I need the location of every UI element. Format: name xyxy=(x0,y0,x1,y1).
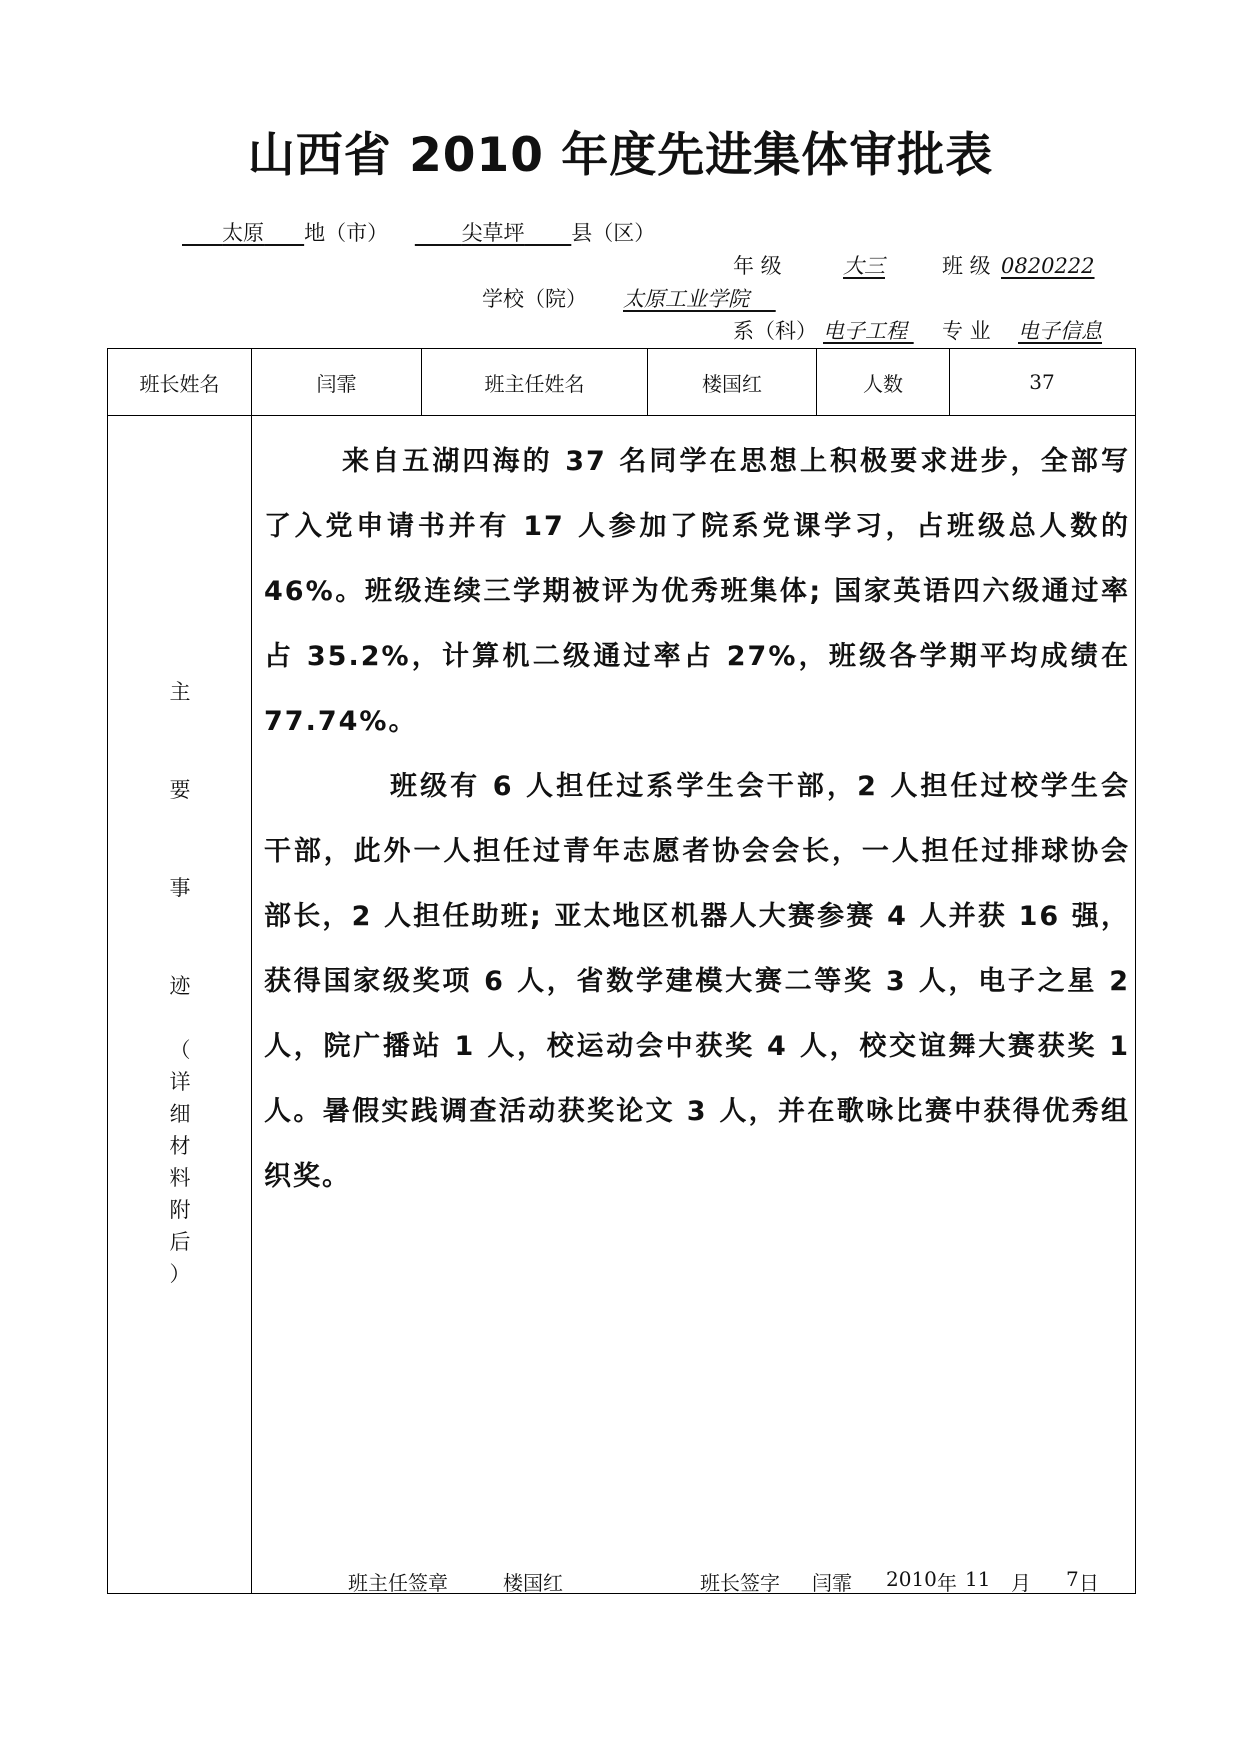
major-value: 电子信息 xyxy=(1018,319,1102,343)
sign-day-unit: 日 xyxy=(1079,1571,1099,1595)
achievements-paragraph-2: 班级有 6 人担任过系学生会干部，2 人担任过校学生会干部，此外一人担任过青年志愿者协会会长，一人担任过排球协会部长，2 人担任助班; 亚太地区机器人大赛参赛 4 人并获 16 强，获得国家级奖项 6 人，省数学建模大赛二等奖 3 人，电子之星 2 人，院广播站 1 人，校运动会中获奖 4 人，校交谊舞大赛获奖 1 人。暑假实践调查活动获奖论文 3 人，并在歌咏比赛中获得优秀组织奖。 xyxy=(264,771,1130,1192)
side-label xyxy=(108,415,252,1593)
sign-month-unit: 月 xyxy=(1011,1571,1031,1595)
info-row xyxy=(108,349,1135,416)
teacher-name-value: 楼国红 xyxy=(648,349,817,415)
side-char: ） xyxy=(169,1262,191,1286)
major-label: 专 业 xyxy=(942,319,991,343)
monitor-sign-value: 闫霏 xyxy=(812,1571,852,1595)
side-char: （ xyxy=(169,1038,191,1062)
monitor-name-label: 班长姓名 xyxy=(108,349,252,415)
county-label: 县（区） xyxy=(571,221,656,245)
side-char: 附 xyxy=(169,1198,191,1222)
class-label: 班 级 xyxy=(942,254,991,278)
teacher-sign-label: 班主任签章 xyxy=(348,1571,448,1595)
side-char: 材 xyxy=(169,1134,191,1158)
county-field: 尖草坪 xyxy=(461,221,525,245)
teacher-name-label: 班主任姓名 xyxy=(422,349,648,415)
city-field: 太原 xyxy=(222,221,265,245)
class-value: 0820222 xyxy=(1001,254,1095,278)
dept-label: 系（科） xyxy=(733,319,817,343)
side-char: 详 xyxy=(169,1070,191,1094)
school-value: 太原工业学院 xyxy=(623,287,749,311)
side-char: 要 xyxy=(169,778,191,802)
side-char: 后 xyxy=(169,1230,191,1254)
achievements-paragraph-1: 来自五湖四海的 37 名同学在思想上积极要求进步，全部写了入党申请书并有 17 人参加了院系党课学习，占班级总人数的 46%。班级连续三学期被评为优秀班集体; 国家英语四六级通过率占 35.2%，计算机二级通过率占 27%，班级各学期平均成绩在 77.74%。 xyxy=(264,446,1130,737)
grade-label: 年 级 xyxy=(733,254,782,278)
grade-value: 大三 xyxy=(843,254,885,278)
monitor-name-value: 闫霏 xyxy=(252,349,422,415)
achievements-text xyxy=(264,429,1130,1209)
monitor-sign-label: 班长签字 xyxy=(700,1571,780,1595)
side-char: 迹 xyxy=(169,974,191,998)
location-line xyxy=(182,220,655,246)
page-title: 山西省 2010 年度先进集体审批表 xyxy=(247,128,994,183)
sign-day: 7 xyxy=(1066,1567,1079,1591)
side-char: 事 xyxy=(169,876,191,900)
teacher-sign-value: 楼国红 xyxy=(503,1571,563,1595)
side-char: 细 xyxy=(169,1102,191,1126)
approval-table xyxy=(107,348,1136,1594)
side-char: 料 xyxy=(169,1166,191,1190)
school-label: 学校（院） xyxy=(482,287,587,311)
count-value: 37 xyxy=(1029,370,1055,394)
sign-month: 11 xyxy=(965,1567,991,1591)
sign-year-unit: 年 xyxy=(937,1571,957,1595)
count-label: 人数 xyxy=(817,349,950,415)
dept-value: 电子工程 xyxy=(823,319,907,343)
sign-year: 2010 xyxy=(886,1567,937,1591)
side-char: 主 xyxy=(169,680,191,704)
city-label: 地（市） xyxy=(304,221,389,245)
